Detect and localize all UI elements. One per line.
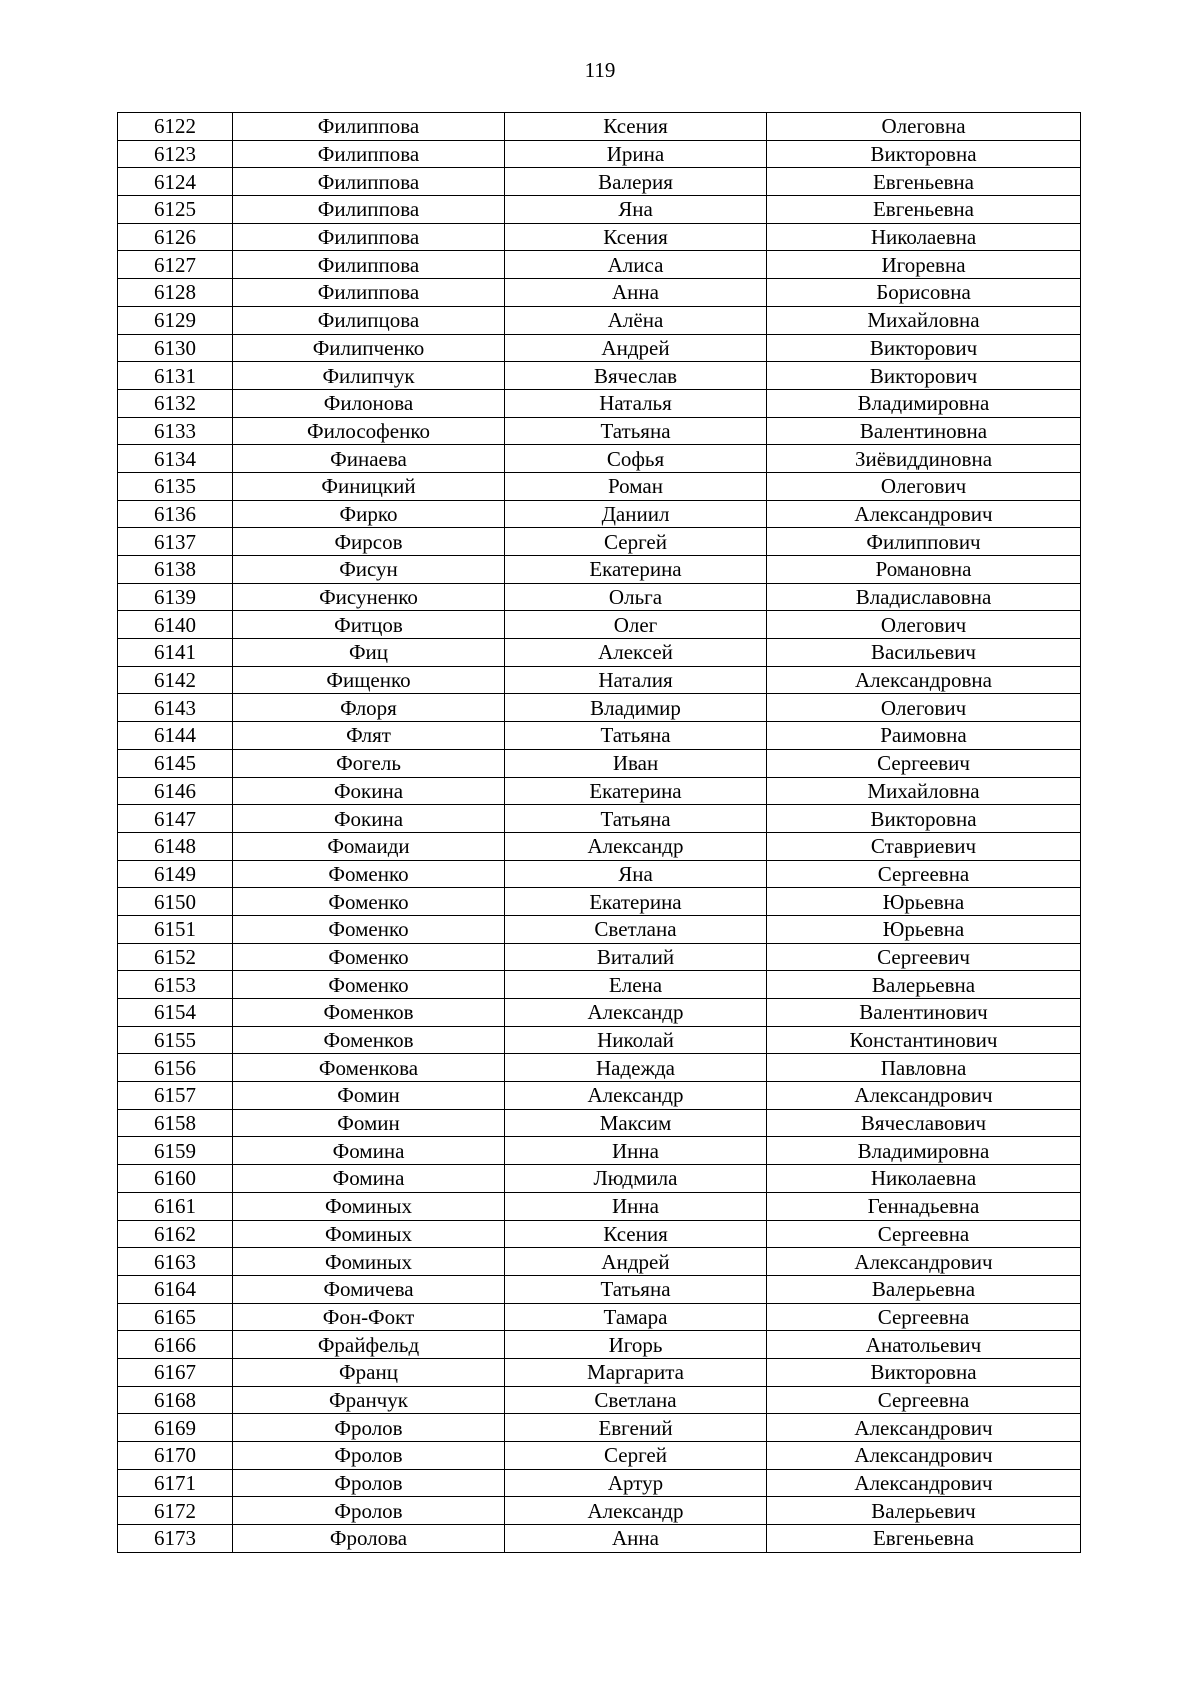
first-name-cell: Даниил — [505, 500, 767, 528]
first-name-cell: Татьяна — [505, 805, 767, 833]
row-number-cell: 6133 — [118, 417, 233, 445]
last-name-cell: Филипченко — [233, 334, 505, 362]
first-name-cell: Максим — [505, 1109, 767, 1137]
last-name-cell: Фомин — [233, 1109, 505, 1137]
patronymic-cell: Олеговна — [767, 113, 1081, 141]
table-row — [118, 1192, 1081, 1220]
table-row — [118, 805, 1081, 833]
last-name-cell: Фирко — [233, 500, 505, 528]
first-name-cell: Валерия — [505, 168, 767, 196]
table-row — [118, 500, 1081, 528]
row-number-cell: 6157 — [118, 1082, 233, 1110]
row-number-cell: 6153 — [118, 971, 233, 999]
first-name-cell: Александр — [505, 1497, 767, 1525]
last-name-cell: Фисун — [233, 556, 505, 584]
patronymic-cell: Игоревна — [767, 251, 1081, 279]
row-number-cell: 6129 — [118, 306, 233, 334]
table-row — [118, 1497, 1081, 1525]
table-row — [118, 860, 1081, 888]
patronymic-cell: Александрович — [767, 1414, 1081, 1442]
row-number-cell: 6124 — [118, 168, 233, 196]
first-name-cell: Александр — [505, 1082, 767, 1110]
row-number-cell: 6143 — [118, 694, 233, 722]
patronymic-cell: Борисовна — [767, 279, 1081, 307]
table-row — [118, 694, 1081, 722]
first-name-cell: Анна — [505, 1525, 767, 1553]
patronymic-cell: Геннадьевна — [767, 1192, 1081, 1220]
table-row — [118, 334, 1081, 362]
first-name-cell: Ксения — [505, 113, 767, 141]
last-name-cell: Фоминых — [233, 1192, 505, 1220]
last-name-cell: Фролов — [233, 1469, 505, 1497]
first-name-cell: Маргарита — [505, 1358, 767, 1386]
last-name-cell: Филиппова — [233, 168, 505, 196]
row-number-cell: 6161 — [118, 1192, 233, 1220]
first-name-cell: Александр — [505, 832, 767, 860]
row-number-cell: 6164 — [118, 1275, 233, 1303]
row-number-cell: 6123 — [118, 140, 233, 168]
table-row — [118, 832, 1081, 860]
first-name-cell: Иван — [505, 749, 767, 777]
row-number-cell: 6122 — [118, 113, 233, 141]
roster-body — [118, 113, 1081, 1553]
last-name-cell: Филиппова — [233, 140, 505, 168]
last-name-cell: Финицкий — [233, 472, 505, 500]
table-row — [118, 1525, 1081, 1553]
first-name-cell: Наталья — [505, 389, 767, 417]
last-name-cell: Фон-Фокт — [233, 1303, 505, 1331]
patronymic-cell: Викторович — [767, 334, 1081, 362]
last-name-cell: Фоменко — [233, 888, 505, 916]
first-name-cell: Инна — [505, 1137, 767, 1165]
patronymic-cell: Владимировна — [767, 389, 1081, 417]
patronymic-cell: Сергеевна — [767, 1303, 1081, 1331]
first-name-cell: Софья — [505, 445, 767, 473]
table-row — [118, 1442, 1081, 1470]
patronymic-cell: Владимировна — [767, 1137, 1081, 1165]
table-row — [118, 999, 1081, 1027]
patronymic-cell: Анатольевич — [767, 1331, 1081, 1359]
row-number-cell: 6126 — [118, 223, 233, 251]
last-name-cell: Фомаиди — [233, 832, 505, 860]
last-name-cell: Фитцов — [233, 611, 505, 639]
row-number-cell: 6151 — [118, 915, 233, 943]
patronymic-cell: Александрович — [767, 1248, 1081, 1276]
patronymic-cell: Валентинович — [767, 999, 1081, 1027]
last-name-cell: Фокина — [233, 777, 505, 805]
table-row — [118, 196, 1081, 224]
first-name-cell: Владимир — [505, 694, 767, 722]
row-number-cell: 6154 — [118, 999, 233, 1027]
patronymic-cell: Валентиновна — [767, 417, 1081, 445]
first-name-cell: Роман — [505, 472, 767, 500]
patronymic-cell: Александрович — [767, 500, 1081, 528]
row-number-cell: 6173 — [118, 1525, 233, 1553]
first-name-cell: Екатерина — [505, 888, 767, 916]
patronymic-cell: Валерьевич — [767, 1497, 1081, 1525]
row-number-cell: 6140 — [118, 611, 233, 639]
first-name-cell: Ольга — [505, 583, 767, 611]
table-row — [118, 1358, 1081, 1386]
patronymic-cell: Романовна — [767, 556, 1081, 584]
last-name-cell: Фролова — [233, 1525, 505, 1553]
table-row — [118, 1275, 1081, 1303]
patronymic-cell: Валерьевна — [767, 971, 1081, 999]
last-name-cell: Филипчук — [233, 362, 505, 390]
table-row — [118, 279, 1081, 307]
table-row — [118, 389, 1081, 417]
first-name-cell: Игорь — [505, 1331, 767, 1359]
first-name-cell: Алёна — [505, 306, 767, 334]
first-name-cell: Тамара — [505, 1303, 767, 1331]
page-number: 119 — [584, 58, 616, 82]
last-name-cell: Фиц — [233, 639, 505, 667]
row-number-cell: 6167 — [118, 1358, 233, 1386]
table-row — [118, 168, 1081, 196]
row-number-cell: 6145 — [118, 749, 233, 777]
row-number-cell: 6158 — [118, 1109, 233, 1137]
table-row — [118, 472, 1081, 500]
row-number-cell: 6170 — [118, 1442, 233, 1470]
first-name-cell: Алексей — [505, 639, 767, 667]
first-name-cell: Татьяна — [505, 722, 767, 750]
first-name-cell: Виталий — [505, 943, 767, 971]
last-name-cell: Фоменко — [233, 943, 505, 971]
row-number-cell: 6131 — [118, 362, 233, 390]
row-number-cell: 6147 — [118, 805, 233, 833]
table-row — [118, 1386, 1081, 1414]
patronymic-cell: Евгеньевна — [767, 196, 1081, 224]
last-name-cell: Фоминых — [233, 1220, 505, 1248]
table-row — [118, 445, 1081, 473]
table-row — [118, 223, 1081, 251]
row-number-cell: 6165 — [118, 1303, 233, 1331]
first-name-cell: Александр — [505, 999, 767, 1027]
last-name-cell: Философенко — [233, 417, 505, 445]
last-name-cell: Фогель — [233, 749, 505, 777]
patronymic-cell: Викторовна — [767, 1358, 1081, 1386]
patronymic-cell: Павловна — [767, 1054, 1081, 1082]
last-name-cell: Филиппова — [233, 279, 505, 307]
first-name-cell: Артур — [505, 1469, 767, 1497]
last-name-cell: Флоря — [233, 694, 505, 722]
last-name-cell: Фомин — [233, 1082, 505, 1110]
last-name-cell: Филиппова — [233, 251, 505, 279]
last-name-cell: Фоменко — [233, 860, 505, 888]
table-row — [118, 583, 1081, 611]
row-number-cell: 6162 — [118, 1220, 233, 1248]
table-row — [118, 1414, 1081, 1442]
row-number-cell: 6148 — [118, 832, 233, 860]
patronymic-cell: Викторович — [767, 362, 1081, 390]
row-number-cell: 6142 — [118, 666, 233, 694]
table-row — [118, 113, 1081, 141]
patronymic-cell: Олегович — [767, 611, 1081, 639]
last-name-cell: Филипцова — [233, 306, 505, 334]
table-row — [118, 749, 1081, 777]
first-name-cell: Ксения — [505, 223, 767, 251]
patronymic-cell: Вячеславович — [767, 1109, 1081, 1137]
first-name-cell: Наталия — [505, 666, 767, 694]
patronymic-cell: Викторовна — [767, 140, 1081, 168]
last-name-cell: Франчук — [233, 1386, 505, 1414]
first-name-cell: Людмила — [505, 1165, 767, 1193]
last-name-cell: Филиппова — [233, 196, 505, 224]
table-row — [118, 362, 1081, 390]
row-number-cell: 6160 — [118, 1165, 233, 1193]
first-name-cell: Ирина — [505, 140, 767, 168]
table-row — [118, 971, 1081, 999]
last-name-cell: Фирсов — [233, 528, 505, 556]
first-name-cell: Надежда — [505, 1054, 767, 1082]
row-number-cell: 6146 — [118, 777, 233, 805]
table-row — [118, 528, 1081, 556]
patronymic-cell: Александрович — [767, 1469, 1081, 1497]
table-row — [118, 1054, 1081, 1082]
patronymic-cell: Сергеевич — [767, 943, 1081, 971]
patronymic-cell: Сергеевич — [767, 749, 1081, 777]
table-row — [118, 639, 1081, 667]
last-name-cell: Фролов — [233, 1442, 505, 1470]
last-name-cell: Фокина — [233, 805, 505, 833]
last-name-cell: Фомичева — [233, 1275, 505, 1303]
patronymic-cell: Сергеевна — [767, 860, 1081, 888]
row-number-cell: 6168 — [118, 1386, 233, 1414]
last-name-cell: Филиппова — [233, 223, 505, 251]
patronymic-cell: Константинович — [767, 1026, 1081, 1054]
last-name-cell: Фисуненко — [233, 583, 505, 611]
first-name-cell: Олег — [505, 611, 767, 639]
table-row — [118, 1331, 1081, 1359]
patronymic-cell: Михайловна — [767, 777, 1081, 805]
table-row — [118, 722, 1081, 750]
last-name-cell: Фролов — [233, 1497, 505, 1525]
row-number-cell: 6155 — [118, 1026, 233, 1054]
table-row — [118, 1165, 1081, 1193]
patronymic-cell: Олегович — [767, 694, 1081, 722]
table-row — [118, 777, 1081, 805]
patronymic-cell: Раимовна — [767, 722, 1081, 750]
patronymic-cell: Михайловна — [767, 306, 1081, 334]
first-name-cell: Андрей — [505, 1248, 767, 1276]
table-row — [118, 1026, 1081, 1054]
row-number-cell: 6125 — [118, 196, 233, 224]
last-name-cell: Фролов — [233, 1414, 505, 1442]
last-name-cell: Фомина — [233, 1165, 505, 1193]
patronymic-cell: Зиёвиддиновна — [767, 445, 1081, 473]
first-name-cell: Евгений — [505, 1414, 767, 1442]
patronymic-cell: Александрович — [767, 1442, 1081, 1470]
patronymic-cell: Сергеевна — [767, 1220, 1081, 1248]
last-name-cell: Фоминых — [233, 1248, 505, 1276]
table-row — [118, 915, 1081, 943]
patronymic-cell: Владиславовна — [767, 583, 1081, 611]
row-number-cell: 6139 — [118, 583, 233, 611]
first-name-cell: Сергей — [505, 528, 767, 556]
roster-table — [117, 112, 1081, 1553]
last-name-cell: Фомина — [233, 1137, 505, 1165]
patronymic-cell: Юрьевна — [767, 915, 1081, 943]
table-row — [118, 943, 1081, 971]
table-row — [118, 140, 1081, 168]
first-name-cell: Елена — [505, 971, 767, 999]
row-number-cell: 6159 — [118, 1137, 233, 1165]
first-name-cell: Татьяна — [505, 417, 767, 445]
patronymic-cell: Валерьевна — [767, 1275, 1081, 1303]
last-name-cell: Фоменко — [233, 971, 505, 999]
table-row — [118, 417, 1081, 445]
table-row — [118, 666, 1081, 694]
last-name-cell: Фоменков — [233, 999, 505, 1027]
table-row — [118, 1109, 1081, 1137]
patronymic-cell: Николаевна — [767, 223, 1081, 251]
patronymic-cell: Сергеевна — [767, 1386, 1081, 1414]
table-row — [118, 1220, 1081, 1248]
last-name-cell: Флят — [233, 722, 505, 750]
row-number-cell: 6166 — [118, 1331, 233, 1359]
first-name-cell: Вячеслав — [505, 362, 767, 390]
row-number-cell: 6134 — [118, 445, 233, 473]
patronymic-cell: Евгеньевна — [767, 168, 1081, 196]
last-name-cell: Фоменков — [233, 1026, 505, 1054]
row-number-cell: 6137 — [118, 528, 233, 556]
last-name-cell: Фоменкова — [233, 1054, 505, 1082]
row-number-cell: 6171 — [118, 1469, 233, 1497]
row-number-cell: 6128 — [118, 279, 233, 307]
row-number-cell: 6130 — [118, 334, 233, 362]
row-number-cell: 6136 — [118, 500, 233, 528]
table-row — [118, 556, 1081, 584]
row-number-cell: 6141 — [118, 639, 233, 667]
row-number-cell: 6144 — [118, 722, 233, 750]
table-row — [118, 888, 1081, 916]
table-row — [118, 1303, 1081, 1331]
patronymic-cell: Николаевна — [767, 1165, 1081, 1193]
table-row — [118, 1082, 1081, 1110]
last-name-cell: Фоменко — [233, 915, 505, 943]
first-name-cell: Анна — [505, 279, 767, 307]
row-number-cell: 6156 — [118, 1054, 233, 1082]
row-number-cell: 6150 — [118, 888, 233, 916]
row-number-cell: 6127 — [118, 251, 233, 279]
row-number-cell: 6172 — [118, 1497, 233, 1525]
last-name-cell: Финаева — [233, 445, 505, 473]
first-name-cell: Светлана — [505, 915, 767, 943]
last-name-cell: Фрайфельд — [233, 1331, 505, 1359]
last-name-cell: Филиппова — [233, 113, 505, 141]
patronymic-cell: Викторовна — [767, 805, 1081, 833]
patronymic-cell: Александровна — [767, 666, 1081, 694]
first-name-cell: Яна — [505, 196, 767, 224]
row-number-cell: 6163 — [118, 1248, 233, 1276]
table-row — [118, 1248, 1081, 1276]
first-name-cell: Андрей — [505, 334, 767, 362]
first-name-cell: Алиса — [505, 251, 767, 279]
first-name-cell: Светлана — [505, 1386, 767, 1414]
row-number-cell: 6138 — [118, 556, 233, 584]
first-name-cell: Инна — [505, 1192, 767, 1220]
table-row — [118, 1469, 1081, 1497]
first-name-cell: Сергей — [505, 1442, 767, 1470]
first-name-cell: Николай — [505, 1026, 767, 1054]
patronymic-cell: Васильевич — [767, 639, 1081, 667]
row-number-cell: 6135 — [118, 472, 233, 500]
patronymic-cell: Евгеньевна — [767, 1525, 1081, 1553]
row-number-cell: 6149 — [118, 860, 233, 888]
row-number-cell: 6132 — [118, 389, 233, 417]
patronymic-cell: Александрович — [767, 1082, 1081, 1110]
table-row — [118, 251, 1081, 279]
first-name-cell: Татьяна — [505, 1275, 767, 1303]
patronymic-cell: Ставриевич — [767, 832, 1081, 860]
table-row — [118, 611, 1081, 639]
last-name-cell: Фищенко — [233, 666, 505, 694]
table-row — [118, 1137, 1081, 1165]
last-name-cell: Филонова — [233, 389, 505, 417]
last-name-cell: Франц — [233, 1358, 505, 1386]
first-name-cell: Ксения — [505, 1220, 767, 1248]
patronymic-cell: Юрьевна — [767, 888, 1081, 916]
table-row — [118, 306, 1081, 334]
first-name-cell: Екатерина — [505, 556, 767, 584]
row-number-cell: 6169 — [118, 1414, 233, 1442]
patronymic-cell: Олегович — [767, 472, 1081, 500]
first-name-cell: Екатерина — [505, 777, 767, 805]
first-name-cell: Яна — [505, 860, 767, 888]
row-number-cell: 6152 — [118, 943, 233, 971]
patronymic-cell: Филиппович — [767, 528, 1081, 556]
